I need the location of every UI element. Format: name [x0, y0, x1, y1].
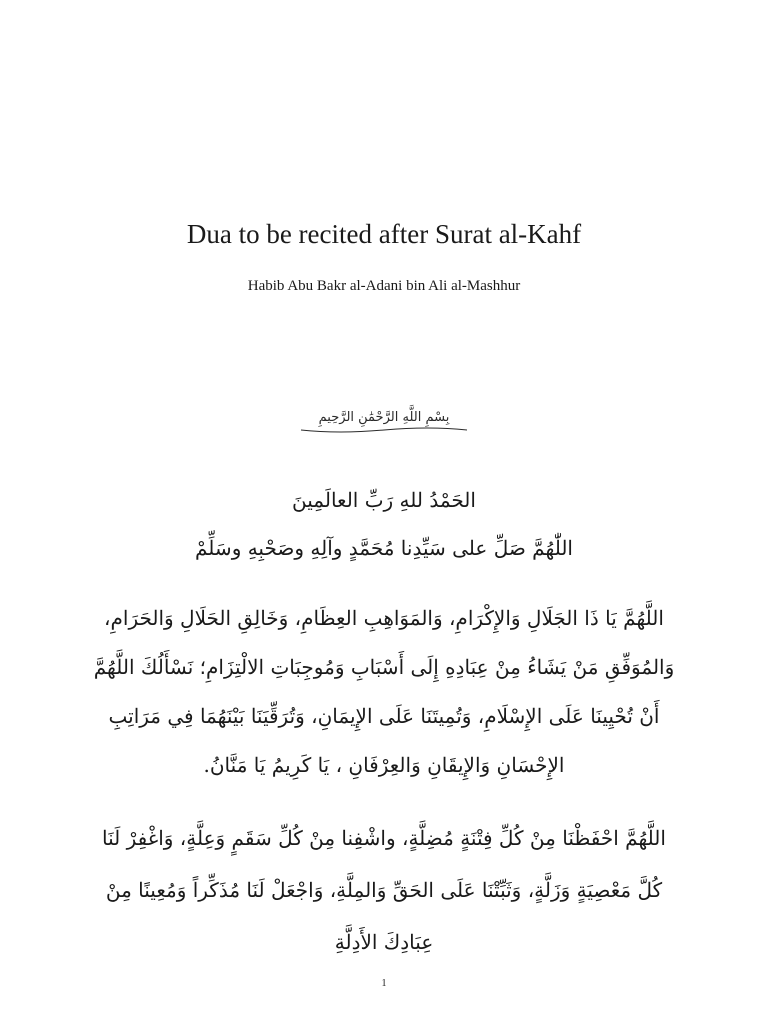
document-title: Dua to be recited after Surat al-Kahf [186, 219, 582, 249]
document-author: Habib Abu Bakr al-Adani bin Ali al-Mashhur [247, 278, 521, 294]
dua-paragraph-1 [90, 594, 678, 790]
basmala-flourish-icon [299, 426, 469, 434]
paragraph-line: أَنْ تُحْيِينَا عَلَى الإِسْلَامِ، وَتُمِيتَنَا عَلَى الإِيمَانِ، وَتُرَقِّيَنَا بَيْنَهُمَا فِي مَرَاتِبِ [108, 704, 660, 728]
opening-line: اللّٰهُمَّ صَلِّ على سَيِّدِنا مُحَمَّدٍ وآلِهِ وصَحْبِهِ وسَلِّمْ [195, 536, 573, 560]
opening-line: الحَمْدُ للهِ رَبِّ العالَمِينَ [292, 488, 476, 512]
paragraph-line: اللَّهُمَّ يَا ذَا الجَلَالِ وَالإِكْرَامِ، وَالمَوَاهِبِ العِظَامِ، وَخَالِقِ الحَلَالِ وَالحَرَامِ، [104, 606, 664, 630]
page-number: 1 [381, 978, 387, 989]
paragraph-line: وَالمُوَفِّقِ مَنْ يَشَاءُ مِنْ عِبَادِهِ إِلَى أَسْبَابِ وَمُوجِبَاتِ الالْتِزَامِ؛ نَسْأَلُكَ اللَّهُمَّ [93, 655, 675, 679]
basmala-calligraphy [0, 404, 768, 434]
basmala-text: بِسْمِ اللَّهِ الرَّحْمَٰنِ الرَّحِيمِ [318, 410, 450, 425]
paragraph-line: كُلَّ مَعْصِيَةٍ وَزَلَّةٍ، وَثَبِّتْنَا عَلَى الحَقِّ وَالمِلَّةِ، وَاجْعَلْ لَنَا مُذَكِّراً وَمُعِينًا مِنْ [105, 878, 663, 902]
dua-paragraph-2 [90, 812, 678, 968]
paragraph-line: اللَّهُمَّ احْفَظْنَا مِنْ كُلِّ فِتْنَةٍ مُضِلَّةٍ، واشْفِنا مِنْ كُلِّ سَقَمٍ وَعِلَّةٍ، وَاغْفِرْ لَنَا [102, 826, 666, 850]
paragraph-line: الإِحْسَانِ وَالإِيقَانِ وَالعِرْفَانِ ، يَا كَرِيمُ يَا مَنَّانُ. [203, 753, 565, 777]
opening-invocation [90, 476, 678, 572]
paragraph-line: عِبَادِكَ الأَدِلَّةِ [334, 930, 434, 954]
